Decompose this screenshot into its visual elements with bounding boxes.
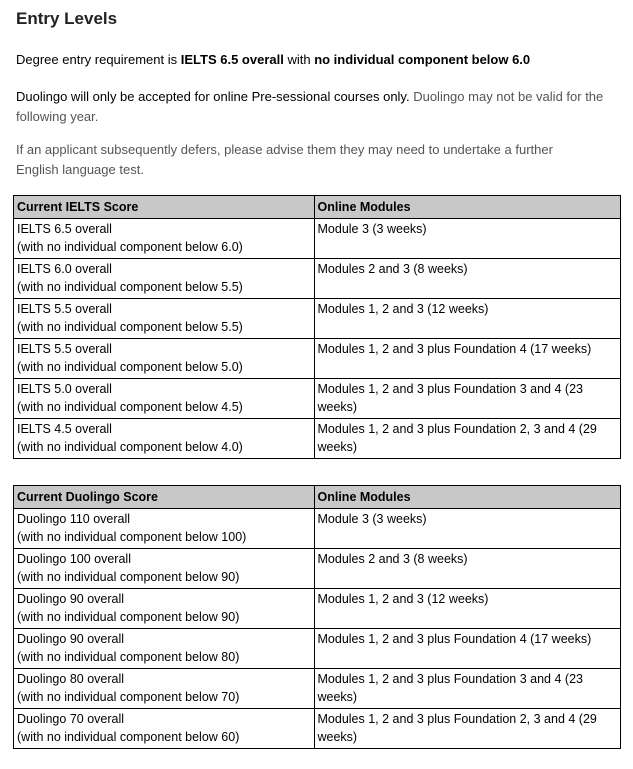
modules-cell: Modules 1, 2 and 3 (12 weeks): [314, 299, 621, 339]
modules-cell: Modules 1, 2 and 3 plus Foundation 4 (17 weeks): [314, 339, 621, 379]
modules-cell: Modules 1, 2 and 3 (12 weeks): [314, 589, 621, 629]
score-detail: (with no individual component below 80): [17, 650, 240, 664]
score-detail: (with no individual component below 5.5): [17, 280, 243, 294]
modules-cell: Modules 2 and 3 (8 weeks): [314, 549, 621, 589]
duolingo-note: Duolingo will only be accepted for online Pre-sessional courses only.: [16, 89, 410, 104]
score-cell: [14, 669, 315, 709]
modules-cell: Module 3 (3 weeks): [314, 509, 621, 549]
score-detail: (with no individual component below 6.0): [17, 240, 243, 254]
score-value: Duolingo 70 overall: [17, 712, 125, 726]
score-value: IELTS 4.5 overall: [17, 422, 112, 436]
score-detail: (with no individual component below 5.0): [17, 360, 243, 374]
modules-cell: Modules 1, 2 and 3 plus Foundation 3 and 4 (23 weeks): [314, 669, 621, 709]
score-detail: (with no individual component below 100): [17, 530, 247, 544]
page-title: Entry Levels: [16, 9, 118, 28]
score-value: Duolingo 100 overall: [17, 552, 131, 566]
modules-cell: Modules 1, 2 and 3 plus Foundation 3 and 4 (23 weeks): [314, 379, 621, 419]
requirement-middle: with: [283, 52, 315, 67]
score-value: IELTS 5.0 overall: [17, 382, 112, 396]
table-row: [14, 669, 621, 709]
score-cell: [14, 219, 315, 259]
score-detail: (with no individual component below 70): [17, 690, 240, 704]
table-row: [14, 259, 621, 299]
column-header-score: Current IELTS Score: [14, 196, 315, 219]
duolingo-validity-note: Duolingo may not be valid for the following year.: [16, 89, 604, 124]
table-row: [14, 299, 621, 339]
score-value: IELTS 5.5 overall: [17, 342, 112, 356]
score-detail: (with no individual component below 4.0): [17, 440, 243, 454]
score-cell: [14, 379, 315, 419]
score-value: IELTS 5.5 overall: [17, 302, 112, 316]
table-header-row: [14, 486, 621, 509]
entry-requirement-paragraph: [16, 50, 530, 70]
score-value: IELTS 6.0 overall: [17, 262, 112, 276]
score-detail: (with no individual component below 60): [17, 730, 240, 744]
score-cell: [14, 259, 315, 299]
table-row: [14, 549, 621, 589]
table-row: [14, 589, 621, 629]
modules-cell: Module 3 (3 weeks): [314, 219, 621, 259]
column-header-modules: Online Modules: [314, 196, 621, 219]
ielts-table-body: [14, 219, 621, 459]
table-row: [14, 629, 621, 669]
duolingo-table: [13, 485, 621, 749]
score-cell: [14, 589, 315, 629]
score-detail: (with no individual component below 90): [17, 570, 240, 584]
score-value: Duolingo 90 overall: [17, 592, 125, 606]
score-cell: [14, 419, 315, 459]
score-value: IELTS 6.5 overall: [17, 222, 112, 236]
score-value: Duolingo 80 overall: [17, 672, 125, 686]
modules-cell: Modules 2 and 3 (8 weeks): [314, 259, 621, 299]
defer-paragraph: If an applicant subsequently defers, please advise them they may need to undertake a further English language test.: [16, 142, 553, 177]
score-value: Duolingo 90 overall: [17, 632, 125, 646]
score-cell: [14, 339, 315, 379]
score-cell: [14, 629, 315, 669]
table-row: [14, 419, 621, 459]
score-cell: [14, 549, 315, 589]
score-cell: [14, 509, 315, 549]
column-header-score: Current Duolingo Score: [14, 486, 315, 509]
score-value: Duolingo 110 overall: [17, 512, 131, 526]
table-header-row: [14, 196, 621, 219]
table-row: [14, 509, 621, 549]
modules-cell: Modules 1, 2 and 3 plus Foundation 2, 3 and 4 (29 weeks): [314, 709, 621, 749]
column-header-modules: Online Modules: [314, 486, 621, 509]
score-cell: [14, 709, 315, 749]
score-detail: (with no individual component below 5.5): [17, 320, 243, 334]
ielts-table: [13, 195, 621, 459]
duolingo-table-body: [14, 509, 621, 749]
score-detail: (with no individual component below 4.5): [17, 400, 243, 414]
duolingo-paragraph: [16, 87, 616, 127]
score-detail: (with no individual component below 90): [17, 610, 240, 624]
requirement-component: no individual component below 6.0: [314, 52, 531, 67]
requirement-prefix: Degree entry requirement is: [16, 52, 181, 67]
table-row: [14, 709, 621, 749]
table-row: [14, 379, 621, 419]
modules-cell: Modules 1, 2 and 3 plus Foundation 4 (17 weeks): [314, 629, 621, 669]
modules-cell: Modules 1, 2 and 3 plus Foundation 2, 3 and 4 (29 weeks): [314, 419, 621, 459]
table-row: [14, 339, 621, 379]
table-row: [14, 219, 621, 259]
requirement-ielts-overall: IELTS 6.5 overall: [180, 52, 284, 67]
score-cell: [14, 299, 315, 339]
